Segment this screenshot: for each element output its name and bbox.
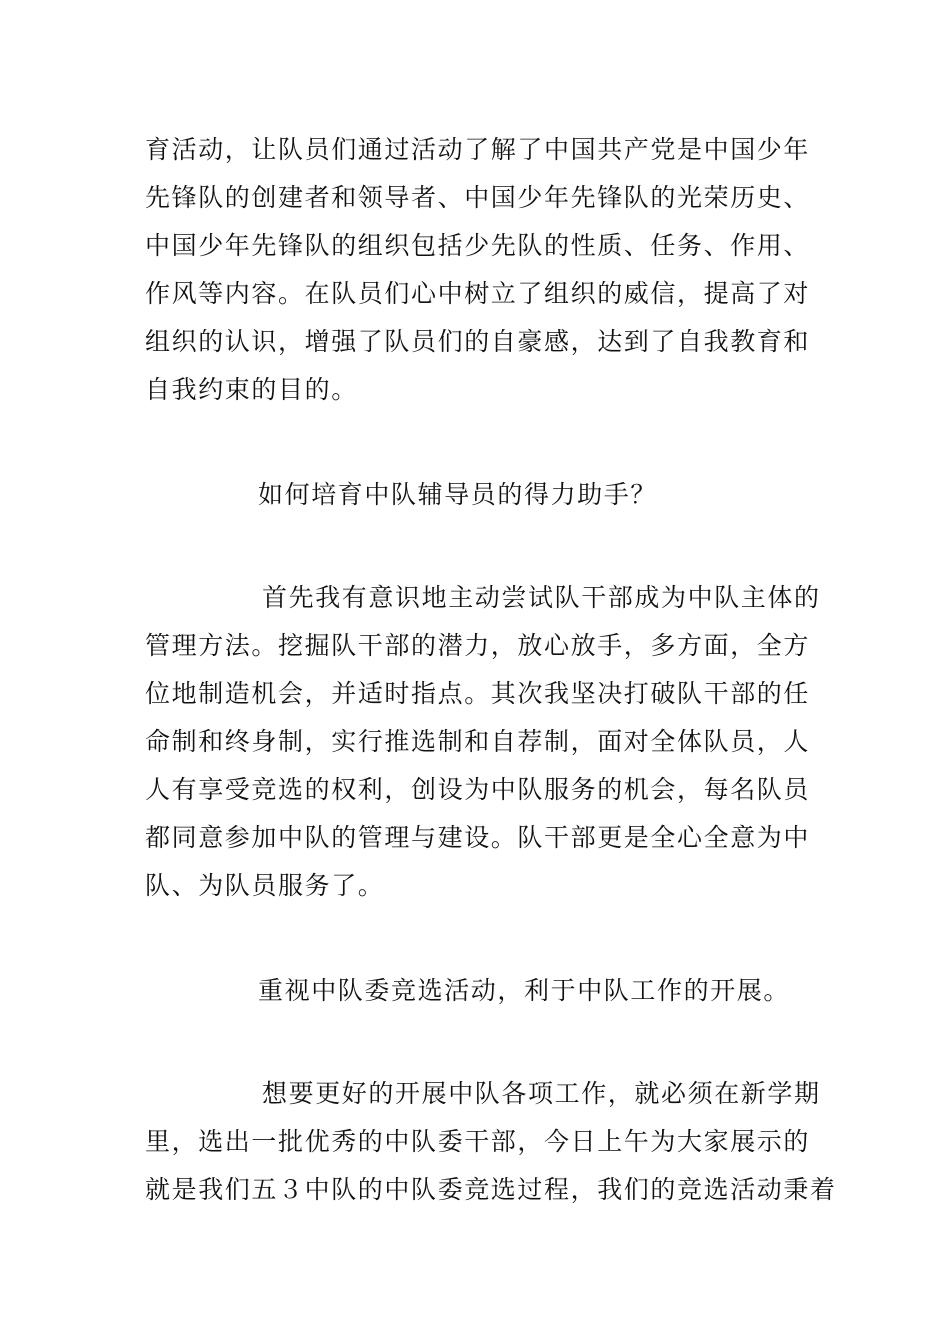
paragraph-line: 作风等内容。在队员们心中树立了组织的威信，提高了对 (145, 279, 811, 308)
section-heading: 如何培育中队辅导员的得力助手？ (258, 480, 658, 509)
paragraph-line: 都同意参加中队的管理与建设。队干部更是全心全意为中 (145, 823, 811, 852)
paragraph-line: 育活动，让队员们通过活动了解了中国共产党是中国少年 (145, 135, 811, 164)
paragraph-line: 组织的认识，增强了队员们的自豪感，达到了自我教育和 (145, 327, 811, 356)
paragraph-line: 队、为队员服务了。 (145, 871, 385, 900)
section-heading: 重视中队委竞选活动，利于中队工作的开展。 (258, 976, 791, 1005)
paragraph-line: 位地制造机会，并适时指点。其次我坚决打破队干部的任 (145, 679, 811, 708)
paragraph-line: 自我约束的目的。 (145, 375, 358, 404)
paragraph-line: 里，选出一批优秀的中队委干部，今日上午为大家展示的 (145, 1127, 811, 1156)
paragraph-line: 就是我们五３中队的中队委竞选过程，我们的竞选活动秉着 (145, 1175, 837, 1204)
paragraph-line: 命制和终身制，实行推选制和自荐制，面对全体队员，人 (145, 727, 811, 756)
paragraph-line: 想要更好的开展中队各项工作，就必须在新学期 (262, 1079, 821, 1108)
paragraph-line: 先锋队的创建者和领导者、中国少年先锋队的光荣历史、 (145, 183, 811, 212)
paragraph-line: 中国少年先锋队的组织包括少先队的性质、任务、作用、 (145, 231, 811, 260)
paragraph-line: 管理方法。挖掘队干部的潜力，放心放手，多方面，全方 (145, 631, 811, 660)
paragraph-line: 首先我有意识地主动尝试队干部成为中队主体的 (262, 583, 821, 612)
paragraph-line: 人有享受竞选的权利，创设为中队服务的机会，每名队员 (145, 775, 811, 804)
